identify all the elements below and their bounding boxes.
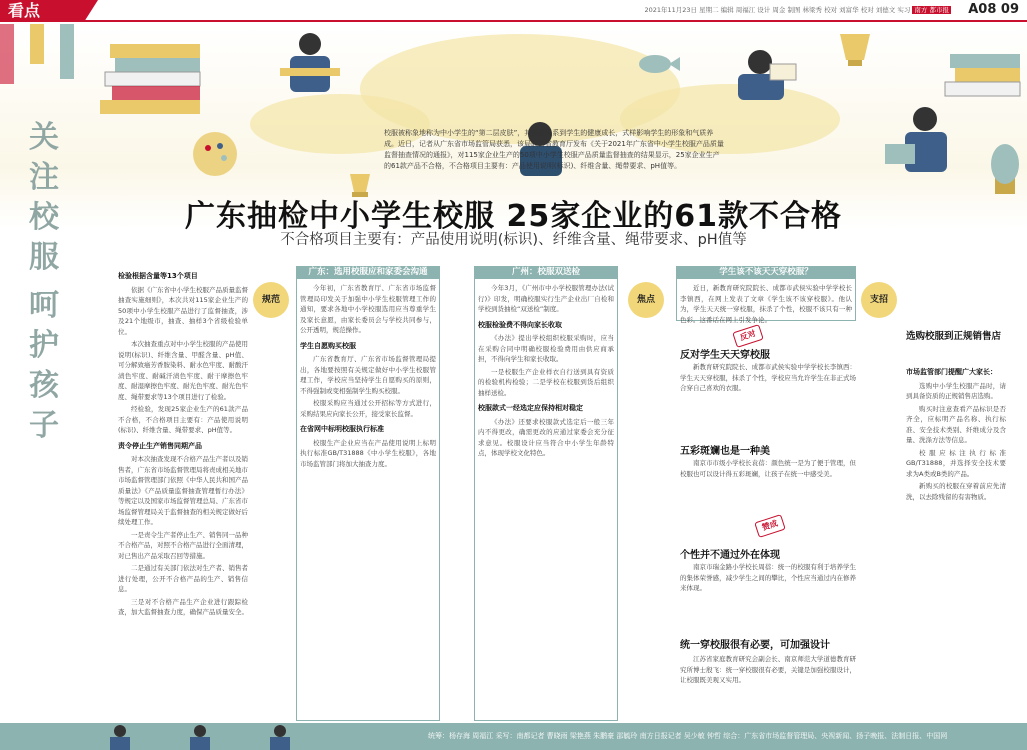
- plant-icon: [991, 144, 1019, 194]
- column-4-sec1: [680, 362, 856, 430]
- paragraph: 校服生产企业应当在产品使用说明上标明执行标准GB/T31888《中小学生校服》，各地市场监管部门将加大抽查力度。: [300, 438, 436, 468]
- column-4-sec4: [680, 654, 856, 718]
- paragraph: 购买时注意查看产品标识是否齐全，应标明产品名称、执行标准、安全技术类别、纤维成分及含量、洗涤方法等信息。: [906, 404, 1006, 444]
- student-figure-icon: [270, 725, 290, 750]
- lead-paragraph: 校服被称象地称为中小学生的“第二层皮肤”，其质量关系到学生的健康成长，式样影响学生的形象和气质养成。近日，记者从广东省市场监管局获悉，该局联合省教育厅发布《关于2021年广东省中小学生校服产品质量监督抽查情况的通报》，对115家企业生产的50项中小学生校服产品质量监督抽查的结果显示，25家企业生产的61款产品不合格，不合格项目主要有：产品使用说明(标识)、纤维含量、绳带要求、pH值等。: [384, 129, 724, 170]
- section-heading: 市场监管部门提醒广大家长：: [906, 368, 997, 376]
- paragraph: 一是责令生产者停止生产、销售同一品种不合格产品，对照不合格产品进行全面清理，对已售出产品采取召回等措施。: [118, 530, 248, 560]
- section-heading: 反对学生天天穿校服: [680, 350, 770, 361]
- footer-illustration: [0, 723, 400, 750]
- slogan-char: 注: [29, 160, 59, 195]
- paragraph: 对本次抽查发现不合格产品生产者以及销售者，广东省市场监督管理局将责成相关地市市场监督管理部门依照《中华人民共和国产品质量法》《产品质量监督抽查管理暂行办法》等规定以及国家市场监督管理总局、广东省市场监督管理局关于监督抽查的相关规定做好后续处理工作。: [118, 455, 248, 526]
- whale-icon: [639, 55, 680, 73]
- column-4-sec2: [680, 458, 856, 508]
- box-title: 广州：校服双送检: [474, 266, 618, 279]
- subheadline: 不合格项目主要有：产品使用说明(标识)、纤维含量、绳带要求、pH值等: [280, 232, 747, 248]
- student-figure-icon: [110, 725, 130, 750]
- paragraph: 《办法》提出学校组织校服采购时，应当在采购合同中明确校服检验费用由供应商承担，不得向学生和家长收取。: [478, 334, 614, 363]
- debate-intro: [680, 283, 852, 324]
- paragraph: 《办法》还要求校服款式选定后一般三年内不得更改，确需更改的应通过家委会充分征求意见。校服设计应当符合中小学生年龄特点，体现学校文化特色。: [478, 417, 614, 457]
- tag-guifan: 规范: [253, 282, 289, 318]
- paragraph: 二是通过有关部门依法对生产者、销售者进行处理，公开不合格产品的生产、销售信息。: [118, 564, 248, 593]
- section-heading: 检验根据含量等13个项目: [118, 272, 198, 280]
- meta-credits: 2021年11月23日 星期二 编辑 周福江 设计 周金 制图 林梁秀 校对 刘富华 校对 刘德文 实习: [644, 6, 911, 14]
- box-title: 学生该不该天天穿校服？: [676, 266, 856, 279]
- pencil-icon: [0, 24, 74, 84]
- column-2: [300, 283, 436, 717]
- tag-support: 支招: [861, 282, 897, 318]
- paragraph: 新教育研究院院长、成都市武侯实验中学学校长李镇西：学生天天穿校服，抹杀了个性，学校应当允许学生在非正式场合穿自己喜欢的衣服。: [680, 363, 856, 392]
- slogan-char: 服: [29, 240, 59, 275]
- section-heading: 校服检验费不得向家长收取: [478, 320, 562, 329]
- student-figure-icon: [190, 725, 210, 750]
- student-reading-icon: [738, 50, 796, 100]
- paragraph: 今年3月，《广州市中小学校服管理办法(试行)》印发，明确校服实行生产企业出厂自检和学校到货抽检“双送检”制度。: [478, 284, 614, 313]
- stamp-for: 赞成: [754, 514, 786, 538]
- slogan-char: 子: [29, 408, 59, 443]
- books-stack-icon: [100, 44, 200, 114]
- paragraph: 选购中小学生校服产品时，请到具备资质的正规销售店选购。: [906, 381, 1006, 400]
- paragraph: 经检验，发现25家企业生产的61款产品不合格，不合格项目主要有：产品使用说明(标识)、纤维含量、绳带要求、pH值等。: [118, 405, 248, 434]
- section-heading: 责令停止生产销售同期产品: [118, 441, 202, 450]
- box-title: 广东：选用校服应和家委会沟通: [296, 266, 440, 279]
- paragraph: 今年初，广东省教育厅、广东省市场监督管理局印发关于加强中小学生校服管理工作的通知，要求各地中小学校服选用应当尊重学生及家长意愿，由家长委员会与学校共同参与，公开透明，规范操作。: [300, 284, 436, 334]
- slogan-gap: [24, 278, 64, 286]
- paragraph: 一是校服生产企业样衣自行送到具有资质的检验机构检验；二是学校在校服到货后组织抽样送检。: [478, 367, 614, 397]
- paragraph: 南京市市级小学校长袁蓓：颜色统一是为了便于管理，但校服也可以设计得五彩斑斓，让孩子在统一中感受美。: [680, 459, 856, 478]
- masthead: [0, 0, 1027, 22]
- paragraph: 南京市瑞金路小学校长周蓓：统一的校服有利于培养学生的集体荣誉感，减少学生之间的攀比，个性应当通过内在修养来体现。: [680, 563, 856, 592]
- footer-credits: 统筹：杨存海 周福江 采写：南都记者 曹晓雨 梁艳燕 朱鹏豪 邵毓玲 南方日报记者 吴少敏 钟哲 综合：广东省市场监督管理局、央视新闻、扬子晚报、法制日报、中国网: [428, 732, 948, 740]
- column-4-sec3: [680, 562, 856, 624]
- paragraph: 近日，新教育研究院院长、成都市武侯实验中学学校长李镇西，在网上发表了文章《学生该不该穿校服》。他认为，学生天天统一穿校服，抹杀了个性，校服不该只有一种色彩。这番话在网上引发争论。: [680, 284, 852, 324]
- paragraph: 新购买的校服在穿着前应先清洗，以去除残留的有害物质。: [906, 482, 1006, 501]
- slogan-char: 护: [29, 328, 59, 363]
- section-label: 看点: [0, 0, 84, 22]
- slogan-char: 校: [29, 200, 59, 235]
- sidebar-title: 选购校服到正规销售店: [906, 331, 1002, 342]
- section-heading: 五彩斑斓也是一种美: [680, 446, 770, 457]
- section-heading: 学生自愿购买校服: [300, 341, 356, 350]
- slogan-char: 孩: [29, 368, 59, 403]
- palette-icon: [193, 132, 237, 176]
- paragraph: 三是对不合格产品生产企业进行跟踪检查，加大监督抽查力度，确保产品质量安全。: [118, 597, 248, 616]
- paragraph: 广东省教育厅、广东省市场监督管理局提出，各地要按照有关规定做好中小学生校服管理工作，学校应当坚持学生自愿购买的原则，不得强制或变相强制学生购买校服。: [300, 355, 436, 395]
- sidebar-column: [906, 362, 1006, 718]
- section-label-tail: [84, 0, 98, 22]
- section-heading: 校服款式一经选定应保持相对稳定: [478, 404, 583, 412]
- trophy-icon: [840, 34, 870, 66]
- vertical-slogan: [24, 118, 64, 446]
- page-number: A08 09: [968, 2, 1019, 17]
- meta-highlight: 南方 都市报: [914, 6, 949, 14]
- slogan-char: 呵: [29, 288, 59, 323]
- masthead-meta: [644, 5, 951, 14]
- books-stack-icon: [945, 54, 1020, 96]
- headline: 广东抽检中小学生校服 25家企业的61款不合格: [185, 199, 842, 234]
- student-figure-icon: [885, 107, 947, 172]
- paragraph: 江苏省家庭教育研究会副会长、南京师范大学道德教育研究所博士殷飞：统一穿校服很有必要，关键是加强校服设计，让校服既美观又实用。: [680, 655, 856, 684]
- section-heading: 个性并不通过外在体现: [680, 550, 780, 561]
- student-figure-icon: [280, 33, 340, 92]
- footer-bar: [0, 723, 1027, 750]
- column-1: [118, 266, 248, 718]
- section-heading: 在省网中标明校服执行标准: [300, 425, 384, 433]
- stamp-against: 反对: [732, 324, 764, 348]
- section-heading: 统一穿校服很有必要，可加强设计: [680, 640, 830, 651]
- tag-focus: 焦点: [628, 282, 664, 318]
- paragraph: 校服采购应当通过公开招标等方式进行，采购结果应向家长公开，接受家长监督。: [300, 399, 436, 418]
- paragraph: 依据《广东省中小学生校服产品质量监督抽查实施细则》，本次共对115家企业生产的50项中小学生校服产品进行了监督抽查，涉及21个地级市，抽查、抽样3个省级检验单位。: [118, 285, 248, 336]
- slogan-char: 关: [29, 120, 59, 155]
- column-3: [478, 283, 614, 717]
- paragraph: 校服应标注执行标准GB/T31888，并选择安全技术要求为A类或B类的产品。: [906, 448, 1006, 478]
- paragraph: 本次抽查重点对中小学生校服的产品使用说明(标识)、纤维含量、甲醛含量、pH值、可分解致癌芳香胺染料、耐水色牢度、耐酸汗渍色牢度、耐碱汗渍色牢度、耐干摩擦色牢度、耐湿摩擦色牢度、耐光色牢度、耐光色牢度、绳带要求等13个项目进行了检验。: [118, 340, 248, 401]
